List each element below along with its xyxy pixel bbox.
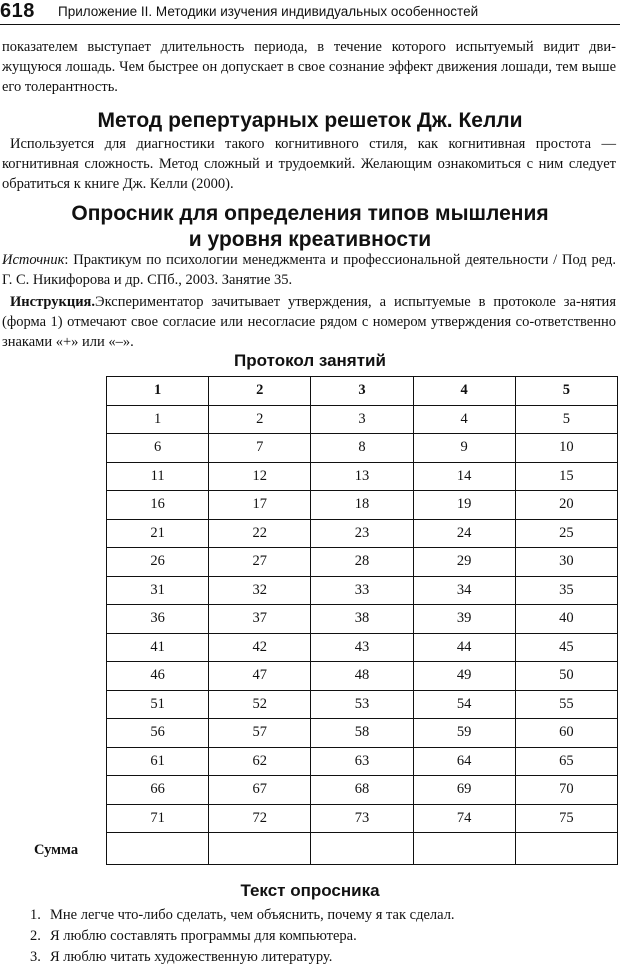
protocol-cell: 38 bbox=[311, 605, 413, 634]
protocol-cell: 36 bbox=[107, 605, 209, 634]
protocol-cell: 61 bbox=[107, 747, 209, 776]
sum-label: Сумма bbox=[34, 842, 79, 858]
protocol-cell: 74 bbox=[413, 804, 515, 833]
protocol-cell: 20 bbox=[515, 491, 617, 520]
protocol-cell: 72 bbox=[209, 804, 311, 833]
protocol-header-cell: 1 bbox=[107, 377, 209, 406]
protocol-body bbox=[107, 405, 618, 865]
protocol-sum-cell[interactable] bbox=[413, 833, 515, 865]
protocol-row bbox=[107, 434, 618, 463]
protocol-cell: 67 bbox=[209, 776, 311, 805]
item-number: 1. bbox=[30, 907, 41, 923]
protocol-cell: 23 bbox=[311, 519, 413, 548]
item-number: 2. bbox=[30, 928, 41, 944]
protocol-cell: 1 bbox=[107, 405, 209, 434]
protocol-row bbox=[107, 719, 618, 748]
protocol-cell: 8 bbox=[311, 434, 413, 463]
section-body-kelly: Используется для диагностики такого когнитивного стиля, как когнитивная простота — когнитивная сложность. Метод сложный и трудоемкий. Желающим ознакомиться с ним следует обратиться к книге Дж. Келли (2000). bbox=[2, 136, 616, 192]
protocol-cell: 2 bbox=[209, 405, 311, 434]
protocol-cell: 70 bbox=[515, 776, 617, 805]
questionnaire-item bbox=[0, 905, 455, 926]
protocol-cell: 19 bbox=[413, 491, 515, 520]
protocol-cell: 55 bbox=[515, 690, 617, 719]
protocol-cell: 49 bbox=[413, 662, 515, 691]
protocol-row bbox=[107, 462, 618, 491]
source-text: : Практикум по психологии менеджмента и профессиональной деятельности / Под ред. Г. С. Никифорова и др. СПб., 2003. Занятие 35. bbox=[2, 252, 616, 288]
protocol-cell: 21 bbox=[107, 519, 209, 548]
protocol-cell: 42 bbox=[209, 633, 311, 662]
source-label: Источник bbox=[2, 252, 65, 268]
protocol-sum-cell[interactable] bbox=[107, 833, 209, 865]
protocol-cell: 25 bbox=[515, 519, 617, 548]
protocol-cell: 28 bbox=[311, 548, 413, 577]
protocol-cell: 62 bbox=[209, 747, 311, 776]
page-number: 618 bbox=[0, 0, 35, 22]
protocol-sum-row bbox=[107, 833, 618, 865]
protocol-cell: 10 bbox=[515, 434, 617, 463]
protocol-cell: 58 bbox=[311, 719, 413, 748]
protocol-cell: 35 bbox=[515, 576, 617, 605]
protocol-cell: 65 bbox=[515, 747, 617, 776]
protocol-cell: 73 bbox=[311, 804, 413, 833]
protocol-cell: 60 bbox=[515, 719, 617, 748]
protocol-cell: 51 bbox=[107, 690, 209, 719]
protocol-cell: 63 bbox=[311, 747, 413, 776]
protocol-sum-cell[interactable] bbox=[311, 833, 413, 865]
instruction-label: Инструкция. bbox=[10, 294, 96, 310]
item-number: 3. bbox=[30, 949, 41, 965]
protocol-row bbox=[107, 747, 618, 776]
protocol-cell: 5 bbox=[515, 405, 617, 434]
item-text: Я люблю читать художественную литературу. bbox=[50, 949, 333, 965]
protocol-row bbox=[107, 690, 618, 719]
protocol-row bbox=[107, 491, 618, 520]
running-head: Приложение II. Методики изучения индивидуальных особенностей bbox=[58, 4, 479, 19]
protocol-cell: 75 bbox=[515, 804, 617, 833]
section-title-kelly: Метод репертуарных решеток Дж. Келли bbox=[97, 109, 523, 132]
protocol-header-cell: 5 bbox=[515, 377, 617, 406]
protocol-cell: 40 bbox=[515, 605, 617, 634]
page-header bbox=[0, 0, 620, 25]
protocol-cell: 68 bbox=[311, 776, 413, 805]
protocol-cell: 6 bbox=[107, 434, 209, 463]
questionnaire-list bbox=[0, 905, 455, 968]
protocol-header-cell: 4 bbox=[413, 377, 515, 406]
protocol-cell: 7 bbox=[209, 434, 311, 463]
protocol-cell: 56 bbox=[107, 719, 209, 748]
protocol-cell: 22 bbox=[209, 519, 311, 548]
protocol-row bbox=[107, 405, 618, 434]
item-text: Я люблю составлять программы для компьютера. bbox=[50, 928, 357, 944]
protocol-row bbox=[107, 548, 618, 577]
protocol-header-cell: 3 bbox=[311, 377, 413, 406]
protocol-cell: 46 bbox=[107, 662, 209, 691]
section-title-questionnaire-line2: и уровня креативности bbox=[188, 228, 432, 251]
instruction-paragraph bbox=[2, 292, 616, 352]
protocol-cell: 53 bbox=[311, 690, 413, 719]
protocol-cell: 37 bbox=[209, 605, 311, 634]
protocol-cell: 34 bbox=[413, 576, 515, 605]
protocol-row bbox=[107, 633, 618, 662]
protocol-cell: 4 bbox=[413, 405, 515, 434]
protocol-cell: 14 bbox=[413, 462, 515, 491]
item-text: Мне легче что-либо сделать, чем объяснить, почему я так сделал. bbox=[50, 907, 455, 923]
protocol-cell: 29 bbox=[413, 548, 515, 577]
protocol-cell: 44 bbox=[413, 633, 515, 662]
protocol-cell: 48 bbox=[311, 662, 413, 691]
questionnaire-title: Текст опросника bbox=[240, 881, 380, 900]
protocol-cell: 66 bbox=[107, 776, 209, 805]
protocol-cell: 12 bbox=[209, 462, 311, 491]
protocol-cell: 3 bbox=[311, 405, 413, 434]
protocol-cell: 32 bbox=[209, 576, 311, 605]
instruction-text: Экспериментатор зачитывает утверждения, а испытуемые в протоколе за-нятия (форма 1) отмечают свое согласие или несогласие рядом с номером утверждения со-ответственно знаками «+» или «–». bbox=[2, 294, 616, 350]
protocol-cell: 54 bbox=[413, 690, 515, 719]
protocol-cell: 59 bbox=[413, 719, 515, 748]
protocol-cell: 24 bbox=[413, 519, 515, 548]
protocol-table bbox=[106, 376, 618, 865]
protocol-cell: 17 bbox=[209, 491, 311, 520]
protocol-sum-cell[interactable] bbox=[515, 833, 617, 865]
protocol-cell: 15 bbox=[515, 462, 617, 491]
protocol-cell: 52 bbox=[209, 690, 311, 719]
protocol-cell: 16 bbox=[107, 491, 209, 520]
protocol-cell: 64 bbox=[413, 747, 515, 776]
protocol-cell: 43 bbox=[311, 633, 413, 662]
protocol-cell: 9 bbox=[413, 434, 515, 463]
protocol-cell: 27 bbox=[209, 548, 311, 577]
protocol-cell: 41 bbox=[107, 633, 209, 662]
protocol-title: Протокол занятий bbox=[234, 351, 386, 370]
protocol-cell: 33 bbox=[311, 576, 413, 605]
protocol-row bbox=[107, 605, 618, 634]
section-title-questionnaire-line1: Опросник для определения типов мышления bbox=[71, 202, 549, 225]
protocol-cell: 31 bbox=[107, 576, 209, 605]
protocol-cell: 30 bbox=[515, 548, 617, 577]
protocol-cell: 39 bbox=[413, 605, 515, 634]
protocol-cell: 50 bbox=[515, 662, 617, 691]
protocol-cell: 13 bbox=[311, 462, 413, 491]
protocol-cell: 18 bbox=[311, 491, 413, 520]
protocol-cell: 57 bbox=[209, 719, 311, 748]
questionnaire-item bbox=[0, 926, 455, 947]
protocol-cell: 26 bbox=[107, 548, 209, 577]
protocol-row bbox=[107, 776, 618, 805]
protocol-sum-cell[interactable] bbox=[209, 833, 311, 865]
protocol-row bbox=[107, 576, 618, 605]
intro-paragraph: показателем выступает длительность периода, в течение которого испытуемый видит дви-жущуюся лошадь. Чем быстрее он допускает в свое сознание эффект движения лошади, тем выше его толерантность. bbox=[2, 39, 616, 95]
protocol-header-cell: 2 bbox=[209, 377, 311, 406]
protocol-cell: 71 bbox=[107, 804, 209, 833]
protocol-cell: 47 bbox=[209, 662, 311, 691]
source-paragraph bbox=[2, 250, 616, 290]
protocol-cell: 45 bbox=[515, 633, 617, 662]
protocol-row bbox=[107, 519, 618, 548]
protocol-cell: 11 bbox=[107, 462, 209, 491]
protocol-cell: 69 bbox=[413, 776, 515, 805]
protocol-row bbox=[107, 804, 618, 833]
protocol-row bbox=[107, 662, 618, 691]
protocol-header-row bbox=[107, 377, 618, 406]
